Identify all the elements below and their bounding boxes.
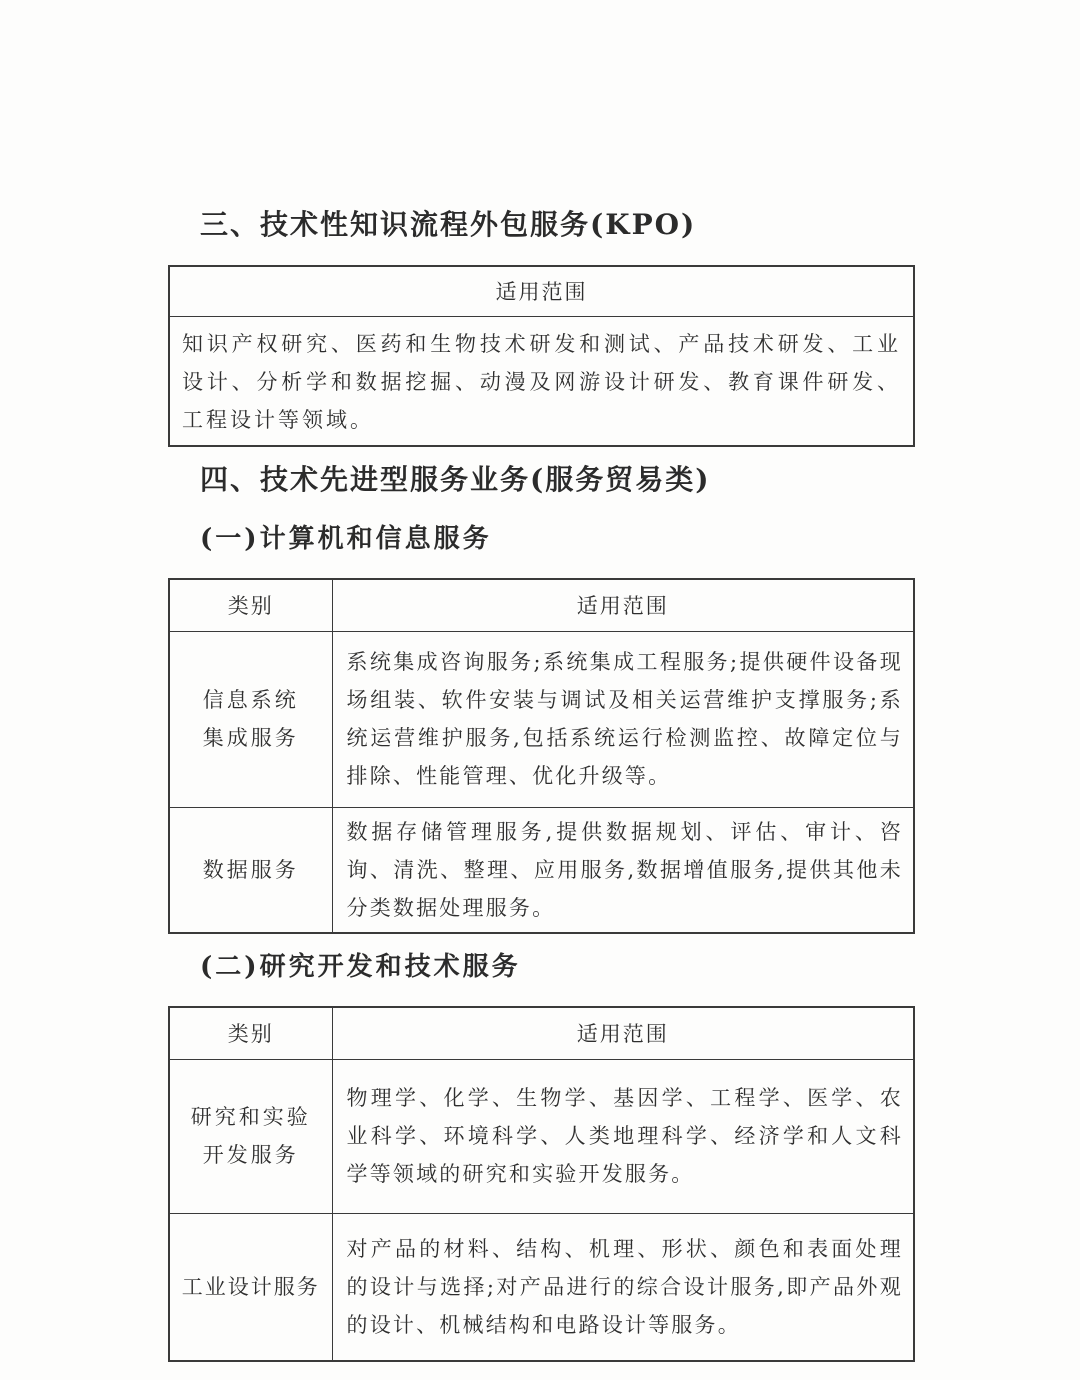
category-label: 集成服务 (202, 726, 299, 750)
table-row (169, 316, 914, 446)
table-row (169, 1213, 914, 1361)
category-header: 类别 (169, 579, 332, 631)
table-header-row (169, 579, 914, 631)
scope-cell: 物理学、化学、生物学、基因学、工程学、医学、农业科学、环境科学、人类地理科学、经济学和人文科学等领域的研究和实验开发服务。 (332, 1059, 914, 1213)
section-4-heading: 四、技术先进型服务业务(服务贸易类) (200, 463, 711, 496)
computer-info-services-table (168, 578, 915, 934)
category-cell (169, 807, 332, 933)
category-label: 研究和实验 (190, 1105, 311, 1129)
rd-tech-services-table (168, 1006, 915, 1362)
scope-cell: 系统集成咨询服务;系统集成工程服务;提供硬件设备现场组装、软件安装与调试及相关运营维护支撑服务;系统运营维护服务,包括系统运行检测监控、故障定位与排除、性能管理、优化升级等。 (332, 631, 914, 807)
category-label: 数据服务 (202, 857, 299, 882)
category-header: 类别 (169, 1007, 332, 1059)
category-label: 工业设计服务 (181, 1274, 320, 1299)
table-header-row (169, 266, 914, 316)
category-cell (169, 631, 332, 807)
table-header-row (169, 1007, 914, 1059)
scope-header: 适用范围 (332, 579, 914, 631)
category-label: 信息系统 (202, 688, 299, 712)
scope-header: 适用范围 (169, 266, 914, 316)
scope-cell: 对产品的材料、结构、机理、形状、颜色和表面处理的设计与选择;对产品进行的综合设计服务,即产品外观的设计、机械结构和电路设计等服务。 (332, 1213, 914, 1361)
section-3-heading: 三、技术性知识流程外包服务(KPO) (200, 208, 697, 241)
category-cell (169, 1213, 332, 1361)
table-row (169, 631, 914, 807)
scope-header: 适用范围 (332, 1007, 914, 1059)
scope-cell: 数据存储管理服务,提供数据规划、评估、审计、咨询、清洗、整理、应用服务,数据增值服务,提供其他未分类数据处理服务。 (332, 807, 914, 933)
kpo-scope-table (168, 265, 915, 447)
category-label: 开发服务 (202, 1143, 299, 1167)
kpo-scope-text: 知识产权研究、医药和生物技术研发和测试、产品技术研发、工业设计、分析学和数据挖掘、动漫及网游设计研发、教育课件研发、工程设计等领域。 (169, 316, 914, 446)
subsection-1-heading: (一)计算机和信息服务 (200, 524, 492, 554)
table-row (169, 1059, 914, 1213)
category-cell (169, 1059, 332, 1213)
table-row (169, 807, 914, 933)
subsection-2-heading: (二)研究开发和技术服务 (200, 952, 521, 982)
